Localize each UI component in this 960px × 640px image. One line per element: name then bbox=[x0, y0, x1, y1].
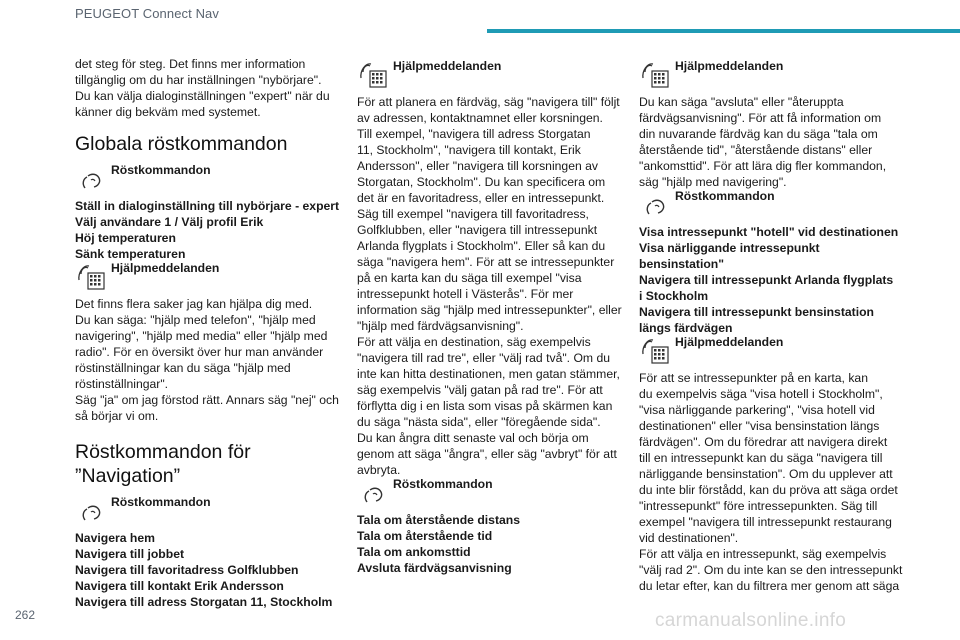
section-heading-global: Globala röstkommandon bbox=[75, 133, 288, 155]
text-line: röstinställningar". bbox=[75, 377, 169, 391]
command-line: Höj temperaturen bbox=[75, 231, 176, 245]
help-message-icon bbox=[357, 58, 389, 90]
command-line: Tala om återstående tid bbox=[357, 529, 493, 543]
text-line: radio". För en översikt över hur man använder bbox=[75, 345, 324, 359]
text-line: röstinställningar kan du säga "hjälp med bbox=[75, 361, 291, 375]
command-line: Navigera till adress Storgatan 11, Stockholm bbox=[75, 595, 333, 609]
help-messages-text bbox=[639, 94, 907, 190]
text-line: Du kan säga: "hjälp med telefon", "hjälp med bbox=[75, 313, 316, 327]
section-heading-navigation bbox=[75, 440, 343, 488]
text-line: så börjar vi om. bbox=[75, 409, 159, 423]
header-accent-bar bbox=[487, 29, 960, 33]
text-line: säg exempelvis "välj gatan på rad tre". För att bbox=[357, 383, 603, 397]
text-line: Andersson", eller "navigera till korsningen av bbox=[357, 159, 599, 173]
voice-commands-header bbox=[75, 162, 343, 194]
page-number: 262 bbox=[15, 608, 36, 622]
text-line: intressepunkt hotell i Västerås". För mer bbox=[357, 287, 574, 301]
intro-paragraph bbox=[75, 56, 343, 120]
voice-commands-list bbox=[639, 224, 907, 336]
command-line: bensinstation" bbox=[639, 257, 725, 271]
voice-commands-list bbox=[357, 512, 625, 576]
help-messages-text bbox=[357, 94, 625, 478]
help-messages-header bbox=[639, 334, 907, 366]
voice-command-icon bbox=[639, 188, 671, 220]
text-line: För att välja en destination, säg exempelvis bbox=[357, 335, 591, 349]
voice-commands-header bbox=[357, 476, 625, 508]
block-label: Röstkommandon bbox=[675, 189, 775, 203]
help-messages-text bbox=[75, 296, 343, 424]
text-line: du säga "nästa sida", eller "föregående sida". bbox=[357, 415, 601, 429]
text-line: "välj rad 2". Om du inte kan se den intressepunkt bbox=[639, 563, 903, 577]
command-line: Visa intressepunkt "hotell" vid destinationen bbox=[639, 225, 899, 239]
text-line: inte kan hitta destinationen, men gatan stämmer, bbox=[357, 367, 620, 381]
text-line: För att välja en intressepunkt, säg exempelvis bbox=[639, 547, 887, 561]
block-label: Röstkommandon bbox=[111, 163, 211, 177]
voice-commands-header bbox=[639, 188, 907, 220]
text-line: Arlanda flygplats i Stockholm". Eller så kan du bbox=[357, 239, 606, 253]
text-line: "visa närliggande parkering", "visa hotell vid bbox=[639, 403, 875, 417]
command-line: Navigera till jobbet bbox=[75, 547, 185, 561]
help-messages-header bbox=[75, 260, 343, 292]
text-line: Säg "ja" om jag förstod rätt. Annars säg "nej" och bbox=[75, 393, 339, 407]
command-line: längs färdvägen bbox=[639, 321, 733, 335]
command-line: Visa närliggande intressepunkt bbox=[639, 241, 820, 255]
heading-line: Röstkommandon för bbox=[75, 441, 251, 463]
text-line: färdvägen". Om du föredrar att navigera direkt bbox=[639, 435, 888, 449]
text-line: "intressepunkt" före intressepunkten. Säg till bbox=[639, 499, 878, 513]
text-line: Till exempel, "navigera till adress Storgatan bbox=[357, 127, 591, 141]
text-line: känner dig bekväm med systemet. bbox=[75, 105, 261, 119]
help-message-icon bbox=[639, 334, 671, 366]
text-line: "navigera till rad tre", eller "välj rad två". Om du bbox=[357, 351, 611, 365]
text-line: säga "navigera hem". För att se intressepunkter bbox=[357, 255, 615, 269]
text-line: Golfklubben, eller "navigera till intressepunkt bbox=[357, 223, 598, 237]
block-label: Hjälpmeddelanden bbox=[393, 59, 502, 73]
column-1 bbox=[75, 56, 343, 610]
text-line: tillgänglig om du har inställningen "nybörjare". bbox=[75, 73, 322, 87]
text-line: genom att säga "ångra", eller säg "avbryt" för att bbox=[357, 447, 617, 461]
column-2 bbox=[357, 56, 625, 576]
voice-commands-header bbox=[75, 494, 343, 526]
running-header: PEUGEOT Connect Nav bbox=[75, 6, 219, 21]
help-messages-header bbox=[639, 58, 907, 90]
command-line: Navigera till kontakt Erik Andersson bbox=[75, 579, 284, 593]
command-line: Navigera till intressepunkt bensinstation bbox=[639, 305, 875, 319]
command-line: Sänk temperaturen bbox=[75, 247, 186, 261]
text-line: du exempelvis säga "visa hotell i Stockholm", bbox=[639, 387, 883, 401]
voice-command-icon bbox=[75, 494, 107, 526]
help-messages-text bbox=[639, 370, 907, 594]
text-line: du inte blir förstådd, kan du pröva att säga ordet bbox=[639, 483, 898, 497]
text-line: "hjälp med färdvägsanvisning". bbox=[357, 319, 524, 333]
text-line: säg "hjälp med navigering". bbox=[639, 175, 787, 189]
voice-command-icon bbox=[357, 476, 389, 508]
command-line: Tala om ankomsttid bbox=[357, 545, 471, 559]
text-line: på en karta kan du säga till exempel "visa bbox=[357, 271, 582, 285]
block-label: Hjälpmeddelanden bbox=[111, 261, 220, 275]
column-3 bbox=[639, 56, 907, 594]
text-line: det är en favoritadress, eller en intressepunkt. bbox=[357, 191, 605, 205]
block-label: Hjälpmeddelanden bbox=[675, 59, 784, 73]
block-label: Hjälpmeddelanden bbox=[675, 335, 784, 349]
watermark: carmanualsonline.info bbox=[655, 610, 847, 631]
command-line: Välj användare 1 / Välj profil Erik bbox=[75, 215, 264, 229]
text-line: Det finns flera saker jag kan hjälpa dig med. bbox=[75, 297, 313, 311]
text-line: återstående tid", "återstående distans" eller bbox=[639, 143, 873, 157]
command-line: Navigera till intressepunkt Arlanda flygplats bbox=[639, 273, 894, 287]
text-line: exempel "navigera till intressepunkt restaurang bbox=[639, 515, 892, 529]
help-messages-header bbox=[357, 58, 625, 90]
text-line: av adressen, kontaktnamnet eller korsningen. bbox=[357, 111, 603, 125]
command-line: Avsluta färdvägsanvisning bbox=[357, 561, 512, 575]
text-line: närliggande bensinstation". Om du upplever att bbox=[639, 467, 893, 481]
text-line: destinationen" eller "visa bensinstation längs bbox=[639, 419, 880, 433]
block-label: Röstkommandon bbox=[393, 477, 493, 491]
heading-line: ”Navigation” bbox=[75, 465, 181, 487]
command-line: Navigera hem bbox=[75, 531, 155, 545]
text-line: "ankomsttid". För att lära dig fler kommandon, bbox=[639, 159, 887, 173]
text-line: det steg för steg. Det finns mer information bbox=[75, 57, 306, 71]
text-line: Du kan välja dialoginställningen "expert" när du bbox=[75, 89, 330, 103]
text-line: din nuvarande färdväg kan du säga "tala om bbox=[639, 127, 878, 141]
text-line: För att planera en färdväg, säg "navigera till" följt bbox=[357, 95, 620, 109]
text-line: information säg "hjälp med intressepunkter", eller bbox=[357, 303, 622, 317]
text-line: 11, Stockholm", "navigera till kontakt, Erik bbox=[357, 143, 581, 157]
text-line: Du kan ångra ditt senaste val och börja om bbox=[357, 431, 589, 445]
text-line: vid destinationen". bbox=[639, 531, 739, 545]
text-line: navigering", "hjälp med media" eller "hjälp med bbox=[75, 329, 328, 343]
voice-commands-list bbox=[75, 530, 343, 610]
voice-commands-list bbox=[75, 198, 343, 262]
command-line: Tala om återstående distans bbox=[357, 513, 521, 527]
block-label: Röstkommandon bbox=[111, 495, 211, 509]
text-line: Storgatan, Stockholm". Du kan specificera om bbox=[357, 175, 606, 189]
help-message-icon bbox=[75, 260, 107, 292]
text-line: avbryta. bbox=[357, 463, 401, 477]
text-line: Säg till exempel "navigera till favoritadress, bbox=[357, 207, 589, 221]
text-line: till en intressepunkt kan du säga "navigera till bbox=[639, 451, 883, 465]
text-line: förflytta dig i en lista som visas på skärmen kan bbox=[357, 399, 613, 413]
command-line: Navigera till favoritadress Golfklubben bbox=[75, 563, 299, 577]
text-line: du letar efter, kan du filtrera mer genom att säga bbox=[639, 579, 900, 593]
help-message-icon bbox=[639, 58, 671, 90]
voice-command-icon bbox=[75, 162, 107, 194]
text-line: Du kan säga "avsluta" eller "återuppta bbox=[639, 95, 844, 109]
command-line: Ställ in dialoginställning till nybörjare - expert bbox=[75, 199, 340, 213]
text-line: För att se intressepunkter på en karta, kan bbox=[639, 371, 868, 385]
command-line: i Stockholm bbox=[639, 289, 709, 303]
text-line: färdvägsanvisning". För att få information om bbox=[639, 111, 882, 125]
